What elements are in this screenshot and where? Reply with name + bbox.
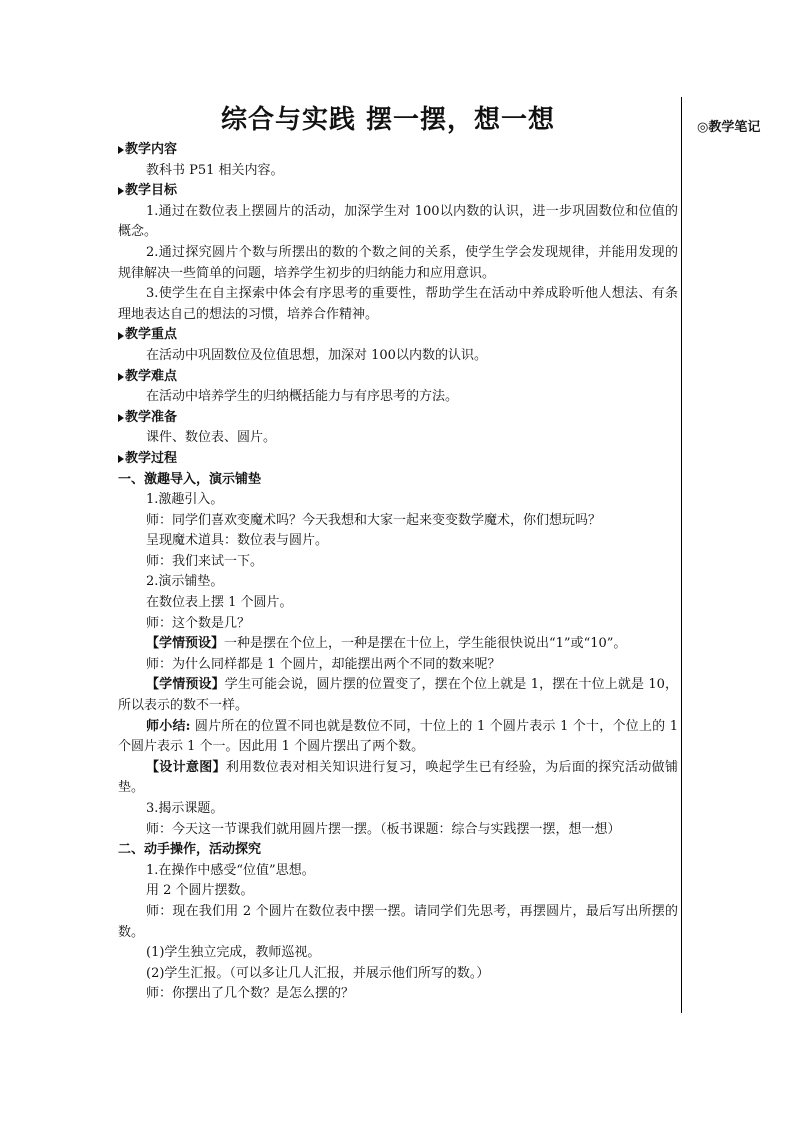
key-text: 在活动中巩固数位及位值思想，加深对 100以内数的认识。	[146, 347, 487, 363]
goal-3: 3.使学生在自主探索中体会有序思考的重要性，帮助学生在活动中养成聆听他人想法、有条理地表达自己的想法的习惯，培养合作精神。	[118, 286, 678, 322]
teaching-notes-label: ◎教学笔记	[697, 120, 761, 135]
part2-heading: 二、动手操作，活动探究	[118, 842, 262, 858]
paragraph-prediction: 【学情预设】一种是摆在个位上，一种是摆在十位上，学生能很快说出“1”或“10”。	[146, 636, 627, 652]
paragraph: 师：今天这一节课我们就用圆片摆一摆。（板书课题：综合与实践摆一摆，想一想）	[146, 821, 621, 837]
paragraph: 用 2 个圆片摆数。	[146, 883, 254, 899]
paragraph: 师：为什么同样都是 1 个圆片，却能摆出两个不同的数来呢？	[146, 656, 501, 672]
section-heading-content: 教学内容	[118, 140, 678, 161]
triangle-bullet-icon	[118, 332, 124, 340]
difficulty-text: 在活动中培养学生的归纳概括能力与有序思考的方法。	[146, 389, 459, 405]
triangle-bullet-icon	[118, 146, 124, 154]
main-content	[118, 100, 678, 1005]
paragraph: 3.揭示课题。	[146, 801, 224, 816]
section-heading-preparation: 教学准备	[118, 408, 678, 429]
paragraph: 师：你摆出了几个数？是怎么摆的？	[146, 986, 355, 1002]
preparation-text: 课件、数位表、圆片。	[146, 430, 277, 446]
goal-1: 1.通过在数位表上摆圆片的活动，加深学生对 100以内数的认识，进一步巩固数位和位值的概念。	[118, 203, 678, 240]
design-intent-tag: 【设计意图】	[146, 759, 226, 775]
paragraph: (2)学生汇报。（可以多让几人汇报，并展示他们所写的数。）	[146, 965, 490, 981]
paragraph: 2.演示铺垫。	[146, 574, 224, 590]
paragraph: 师：这个数是几？	[146, 615, 251, 631]
triangle-bullet-icon	[118, 455, 124, 463]
goal-2: 2.通过探究圆片个数与所摆出的数的个数之间的关系，使学生学会发现规律，并能用发现的规律解决一些简单的问题，培养学生初步的归纳能力和应用意识。	[118, 244, 678, 281]
paragraph-prediction: 【学情预设】学生可能会说，圆片摆的位置变了，摆在个位上就是 1，摆在十位上就是 10，所以表示的数不一样。	[118, 677, 678, 714]
section-heading-process: 教学过程	[118, 449, 678, 470]
paragraph: 师：我们来试一下。	[146, 553, 264, 569]
triangle-bullet-icon	[118, 373, 124, 381]
part1-heading: 一、激趣导入，演示铺垫	[118, 471, 262, 487]
paragraph: 呈现魔术道具：数位表与圆片。	[146, 533, 329, 549]
paragraph: 在数位表上摆 1 个圆片。	[146, 595, 293, 611]
paragraph: 1.激趣引入。	[146, 492, 224, 508]
page-title: 综合与实践 摆一摆，想一想	[220, 105, 556, 135]
section-heading-key: 教学重点	[118, 325, 678, 346]
paragraph: 师：现在我们用 2 个圆片在数位表中摆一摆。请同学们先思考，再摆圆片，最后写出所摆的数。	[118, 903, 678, 940]
content-text: 教科书 P51 相关内容。	[146, 162, 284, 178]
paragraph: 1.在操作中感受“位值”思想。	[146, 862, 315, 878]
margin-divider	[681, 97, 682, 1013]
summary-tag: 师小结:	[146, 718, 191, 734]
paragraph-design-intent: 【设计意图】利用数位表对相关知识进行复习，唤起学生已有经验，为后面的探究活动做铺垫。	[118, 759, 678, 796]
section-heading-difficulty: 教学难点	[118, 367, 678, 388]
triangle-bullet-icon	[118, 414, 124, 422]
paragraph-summary: 师小结: 圆片所在的位置不同也就是数位不同，十位上的 1 个圆片表示 1 个十，个位上的 1 个圆片表示 1 个一。因此用 1 个圆片摆出了两个数。	[118, 718, 678, 755]
paragraph: 师：同学们喜欢变魔术吗？今天我想和大家一起来变变数学魔术，你们想玩吗？	[146, 512, 602, 528]
paragraph: (1)学生独立完成，教师巡视。	[146, 945, 321, 961]
triangle-bullet-icon	[118, 187, 124, 195]
prediction-tag: 【学情预设】	[146, 677, 225, 693]
prediction-tag: 【学情预设】	[146, 636, 225, 652]
section-heading-goals: 教学目标	[118, 181, 678, 202]
